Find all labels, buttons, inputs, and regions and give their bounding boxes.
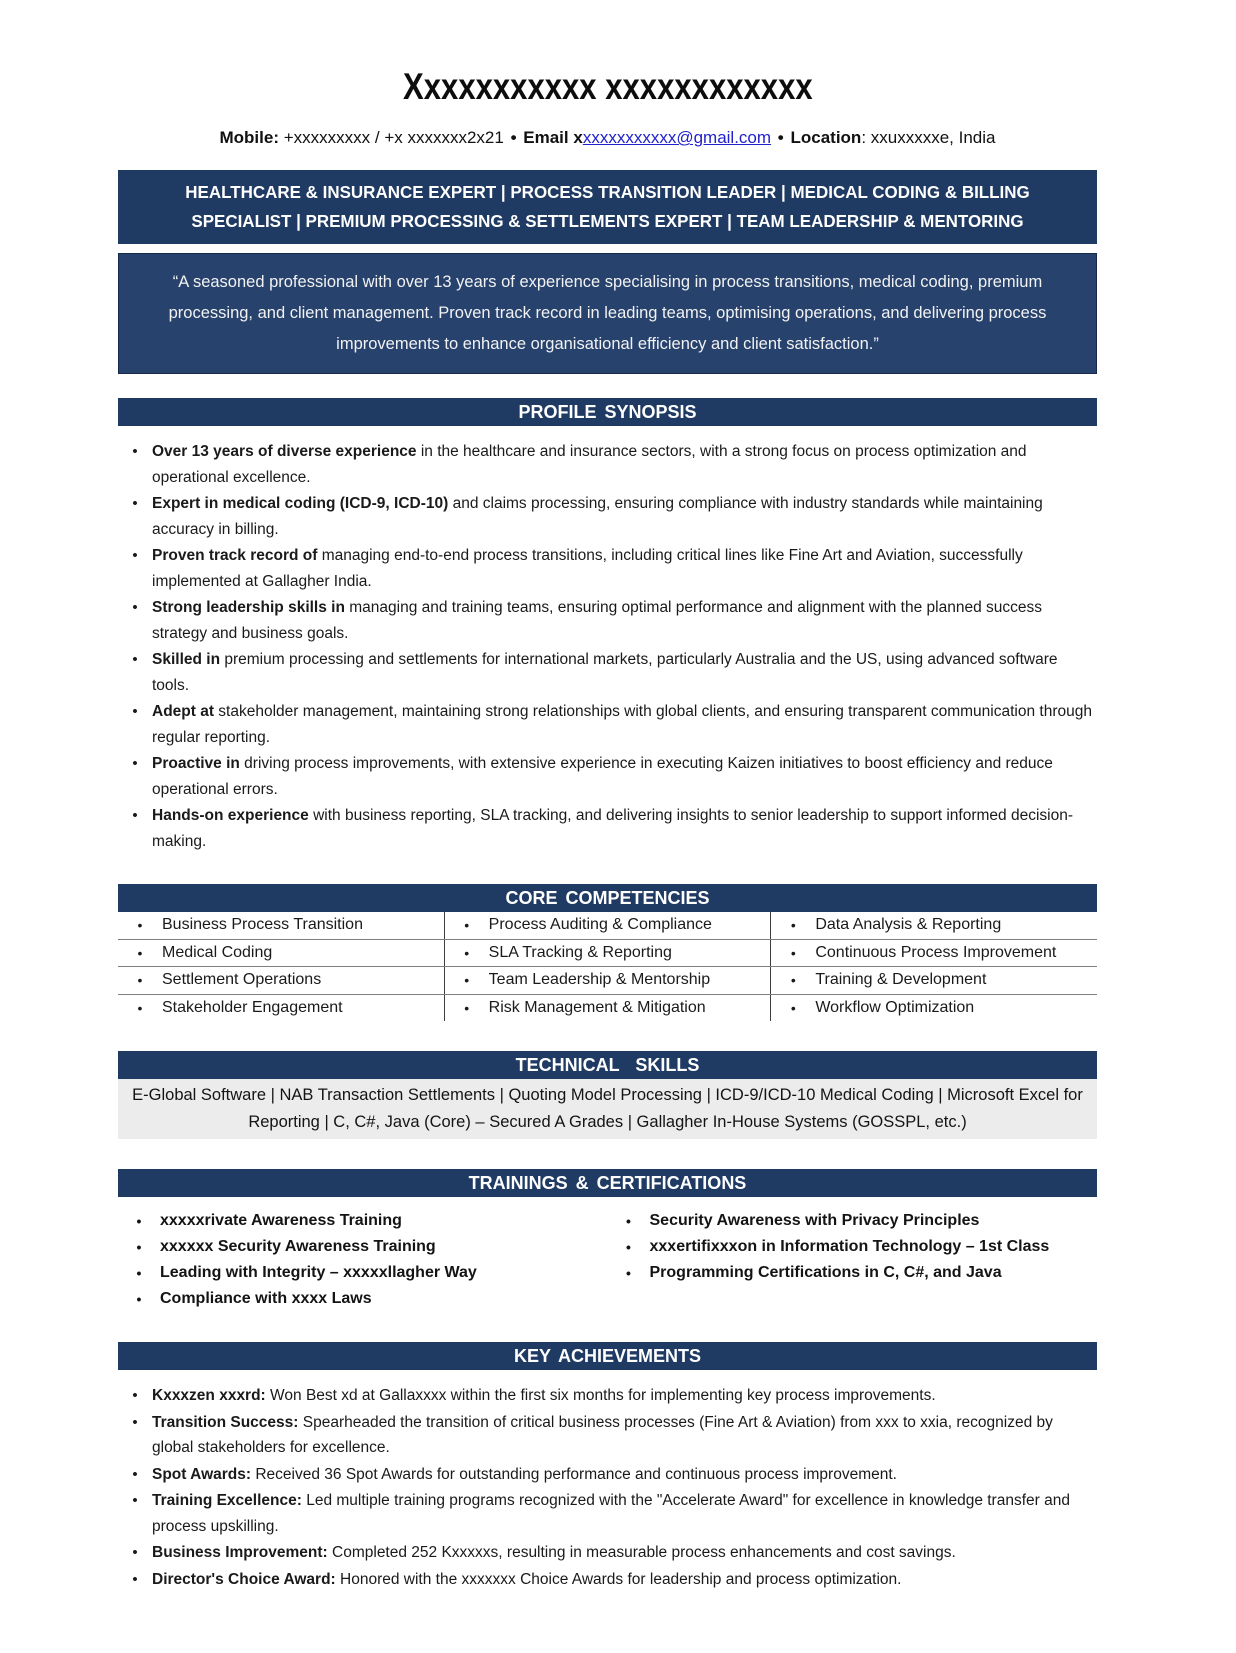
competency-label: Business Process Transition	[162, 916, 363, 934]
table-cell	[444, 967, 771, 994]
list-item-text	[152, 439, 1097, 490]
list-item-body: premium processing and settlements for international markets, particularly Australia and the US, using advanced software tools.	[152, 651, 1058, 694]
bullet-icon: •	[790, 917, 796, 934]
list-item	[118, 1383, 1097, 1409]
email-label: Email	[523, 128, 569, 147]
bullet-icon: •	[137, 972, 143, 989]
table-cell	[444, 940, 771, 967]
bullet-icon: •	[464, 944, 470, 961]
bullet-icon: •	[132, 1570, 138, 1588]
bullet-icon: •	[136, 1213, 142, 1229]
list-item	[118, 1286, 608, 1312]
key-achievements-list	[118, 1383, 1097, 1592]
list-item	[608, 1260, 1098, 1286]
competency-label: Risk Management & Mitigation	[488, 998, 706, 1016]
list-item-lead: Spot Awards:	[152, 1465, 252, 1483]
list-item	[118, 1488, 1097, 1539]
list-item-lead: Transition Success:	[152, 1413, 299, 1431]
table-cell	[770, 995, 1097, 1022]
section-title-core-competencies: CORE COMPETENCIES	[118, 884, 1097, 912]
list-item	[118, 803, 1097, 854]
training-label: xxxxxx Security Awareness Training	[160, 1238, 436, 1255]
trainings-left-column	[118, 1208, 608, 1312]
training-label: Leading with Integrity – xxxxxllagher Way	[160, 1264, 477, 1281]
list-item-lead: Over 13 years of diverse experience	[152, 443, 417, 460]
list-item-body: Spearheaded the transition of critical business processes (Fine Art & Aviation) from xxx to xxia, recognized by global stakeholders for excellence.	[152, 1413, 1053, 1456]
section-title-technical-skills: TECHNICAL SKILLS	[118, 1051, 1097, 1079]
list-item-body: stakeholder management, maintaining strong relationships with global clients, and ensuring transparent communication through regular reporting.	[152, 703, 1092, 746]
competency-label: Data Analysis & Reporting	[815, 916, 1002, 934]
bullet-icon: •	[132, 651, 138, 668]
list-item	[118, 1260, 608, 1286]
bullet-icon: •	[464, 999, 470, 1016]
certification-label: xxxertifixxxon in Information Technology – 1st Class	[649, 1238, 1050, 1255]
list-item-text	[152, 1567, 1097, 1593]
list-item	[118, 1208, 608, 1234]
bullet-icon: •	[790, 944, 796, 961]
bullet-icon: •	[136, 1239, 142, 1255]
bullet-icon: •	[464, 917, 470, 934]
list-item-text	[152, 1410, 1097, 1461]
list-item-body: and claims processing, ensuring compliance with industry standards while maintaining accuracy in billing.	[152, 495, 1043, 538]
list-item-body: driving process improvements, with extensive experience in executing Kaizen initiatives to boost efficiency and reduce operational errors.	[152, 755, 1053, 798]
trainings-right-column	[608, 1208, 1098, 1312]
competency-label: Workflow Optimization	[815, 998, 975, 1016]
list-item	[608, 1234, 1098, 1260]
summary-quote: “A seasoned professional with over 13 years of experience specialising in process transitions, medical coding, premium processing, and client management. Proven track record in leading teams, optimising operations, and delivering process improvements to enhance organisational efficiency and client satisfaction.”	[118, 253, 1097, 374]
bullet-icon: •	[137, 999, 143, 1016]
bullet-icon: •	[136, 1265, 142, 1281]
table-cell	[118, 912, 444, 939]
competency-label: Continuous Process Improvement	[815, 943, 1057, 961]
email-prefix: x	[573, 128, 583, 147]
bullet-icon: •	[790, 999, 796, 1016]
bullet-icon: •	[132, 1387, 138, 1404]
competency-label: Training & Development	[815, 971, 987, 989]
list-item	[118, 439, 1097, 490]
bullet-icon: •	[132, 1544, 138, 1561]
bullet-icon: •	[132, 599, 138, 616]
list-item-text	[152, 491, 1097, 542]
list-item-lead: Hands-on experience	[152, 807, 309, 824]
table-cell	[118, 940, 444, 967]
core-competencies-table	[118, 912, 1097, 1021]
list-item-body: Honored with the xxxxxxx Choice Awards for leadership and process optimization.	[335, 1570, 902, 1588]
competency-label: Team Leadership & Mentorship	[488, 971, 711, 989]
list-item-lead: Training Excellence:	[152, 1492, 302, 1509]
table-row	[118, 995, 1097, 1022]
bullet-icon: •	[626, 1239, 631, 1255]
bullet-icon: •	[132, 1465, 138, 1483]
headline-banner	[118, 170, 1097, 244]
profile-synopsis-list	[118, 439, 1097, 854]
list-item-text	[152, 1540, 1097, 1566]
training-label: Compliance with xxxx Laws	[160, 1290, 372, 1307]
section-title-profile-synopsis: PROFILE SYNOPSIS	[118, 398, 1097, 426]
competency-label: Process Auditing & Compliance	[488, 916, 712, 934]
bullet-icon: •	[132, 703, 138, 720]
mobile-label: Mobile:	[219, 128, 279, 147]
bullet-icon: •	[132, 495, 138, 512]
list-item-text	[152, 699, 1097, 750]
table-cell	[444, 995, 771, 1022]
list-item-lead: Skilled in	[152, 651, 221, 668]
list-item-body: Won Best xd at Gallaxxxx within the first six months for implementing key process improvements.	[265, 1387, 936, 1404]
bullet-icon: •	[132, 1413, 138, 1431]
bullet-icon: •	[137, 944, 143, 961]
section-title-key-achievements: KEY ACHIEVEMENTS	[118, 1342, 1097, 1370]
list-item	[118, 543, 1097, 594]
list-item-lead: Expert in medical coding (ICD-9, ICD-10)	[152, 495, 449, 512]
location-value: : xxuxxxxxe, India	[861, 128, 996, 147]
bullet-icon: •	[626, 1265, 631, 1281]
list-item-text	[152, 1462, 1097, 1488]
competency-label: Stakeholder Engagement	[162, 998, 343, 1016]
competency-label: Medical Coding	[162, 943, 273, 961]
list-item	[118, 491, 1097, 542]
section-title-trainings: TRAININGS & CERTIFICATIONS	[118, 1169, 1097, 1197]
list-item-text	[152, 1488, 1097, 1539]
list-item-body: managing end-to-end process transitions, including critical lines like Fine Art and Aviation, successfully implemented at Gallagher India.	[152, 547, 1023, 590]
training-label: xxxxxrivate Awareness Training	[160, 1212, 402, 1229]
headline-banner-text: HEALTHCARE & INSURANCE EXPERT | PROCESS TRANSITION LEADER | MEDICAL CODING & BILLING SPECIALIST | PREMIUM PROCESSING & SETTLEMENTS EXPERT | TEAM LEADERSHIP & MENTORING	[185, 182, 1030, 231]
bullet-icon: •	[132, 1492, 138, 1509]
list-item	[118, 699, 1097, 750]
bullet-icon: •	[132, 807, 138, 824]
list-item-text	[152, 543, 1097, 594]
list-item	[118, 1410, 1097, 1461]
list-item-body: with business reporting, SLA tracking, and delivering insights to senior leadership to support informed decision-making.	[152, 807, 1074, 850]
certification-label: Security Awareness with Privacy Principles	[649, 1212, 980, 1229]
bullet-icon: •	[626, 1213, 631, 1229]
list-item	[118, 595, 1097, 646]
bullet-icon: •	[132, 547, 138, 564]
list-item	[118, 647, 1097, 698]
candidate-name	[118, 66, 1097, 108]
trainings-columns	[118, 1208, 1097, 1312]
certification-label: Programming Certifications in C, C#, and Java	[649, 1264, 1002, 1281]
list-item-lead: Adept at	[152, 703, 214, 720]
list-item-text	[152, 647, 1097, 698]
list-item	[118, 1462, 1097, 1488]
list-item-lead: Proven track record of	[152, 547, 318, 564]
bullet-icon: •	[132, 755, 138, 772]
list-item-lead: Proactive in	[152, 755, 240, 772]
competency-label: SLA Tracking & Reporting	[488, 943, 672, 961]
list-item-body: managing and training teams, ensuring optimal performance and alignment with the planned success strategy and business goals.	[152, 599, 1042, 642]
list-item	[608, 1208, 1098, 1234]
mobile-value: +xxxxxxxxx / +x xxxxxxx2x21	[283, 128, 504, 147]
list-item	[118, 1540, 1097, 1566]
table-cell	[118, 967, 444, 994]
competency-label: Settlement Operations	[162, 971, 322, 989]
list-item-text	[152, 1383, 1097, 1409]
table-row	[118, 940, 1097, 968]
bullet-icon: •	[790, 972, 796, 989]
list-item-body: Completed 252 Kxxxxxs, resulting in measurable process enhancements and cost savings.	[327, 1544, 956, 1561]
table-cell	[770, 912, 1097, 939]
email-link[interactable]: xxxxxxxxxxx@gmail.com	[582, 128, 772, 147]
list-item-body: Received 36 Spot Awards for outstanding performance and continuous process improvement.	[251, 1465, 897, 1483]
table-cell	[770, 940, 1097, 967]
technical-skills-text: E-Global Software | NAB Transaction Settlements | Quoting Model Processing | ICD-9/ICD-10 Medical Coding | Microsoft Excel for Reporting | C, C#, Java (Core) – Secured A Grades | Gallagher In-House Systems (GOSSPL, etc.)	[118, 1079, 1097, 1139]
table-cell	[770, 967, 1097, 994]
table-cell	[444, 912, 771, 939]
bullet-icon: •	[464, 972, 470, 989]
table-row	[118, 912, 1097, 940]
separator-dot: •	[510, 128, 517, 147]
list-item-text	[152, 751, 1097, 802]
list-item-text	[152, 595, 1097, 646]
list-item-text	[152, 803, 1097, 854]
bullet-icon: •	[136, 1291, 142, 1307]
bullet-icon: •	[137, 917, 143, 934]
list-item	[118, 1234, 608, 1260]
location-label: Location	[790, 128, 862, 147]
list-item	[118, 1567, 1097, 1593]
list-item-lead: Kxxxzen xxxrd:	[152, 1387, 266, 1404]
table-cell	[118, 995, 444, 1022]
list-item-lead: Director's Choice Award:	[152, 1570, 336, 1588]
list-item-body: Led multiple training programs recognized with the "Accelerate Award" for excellence in knowledge transfer and process upskilling.	[152, 1492, 1070, 1535]
list-item-body: in the healthcare and insurance sectors, with a strong focus on process optimization and operational excellence.	[152, 443, 1027, 486]
bullet-icon: •	[132, 443, 138, 460]
list-item	[118, 751, 1097, 802]
contact-line	[118, 128, 1097, 148]
candidate-name-text: Xxxxxxxxxxx xxxxxxxxxxxx	[402, 66, 813, 107]
separator-dot: •	[777, 128, 784, 147]
table-row	[118, 967, 1097, 995]
list-item-lead: Strong leadership skills in	[152, 599, 345, 616]
list-item-lead: Business Improvement:	[152, 1544, 328, 1561]
